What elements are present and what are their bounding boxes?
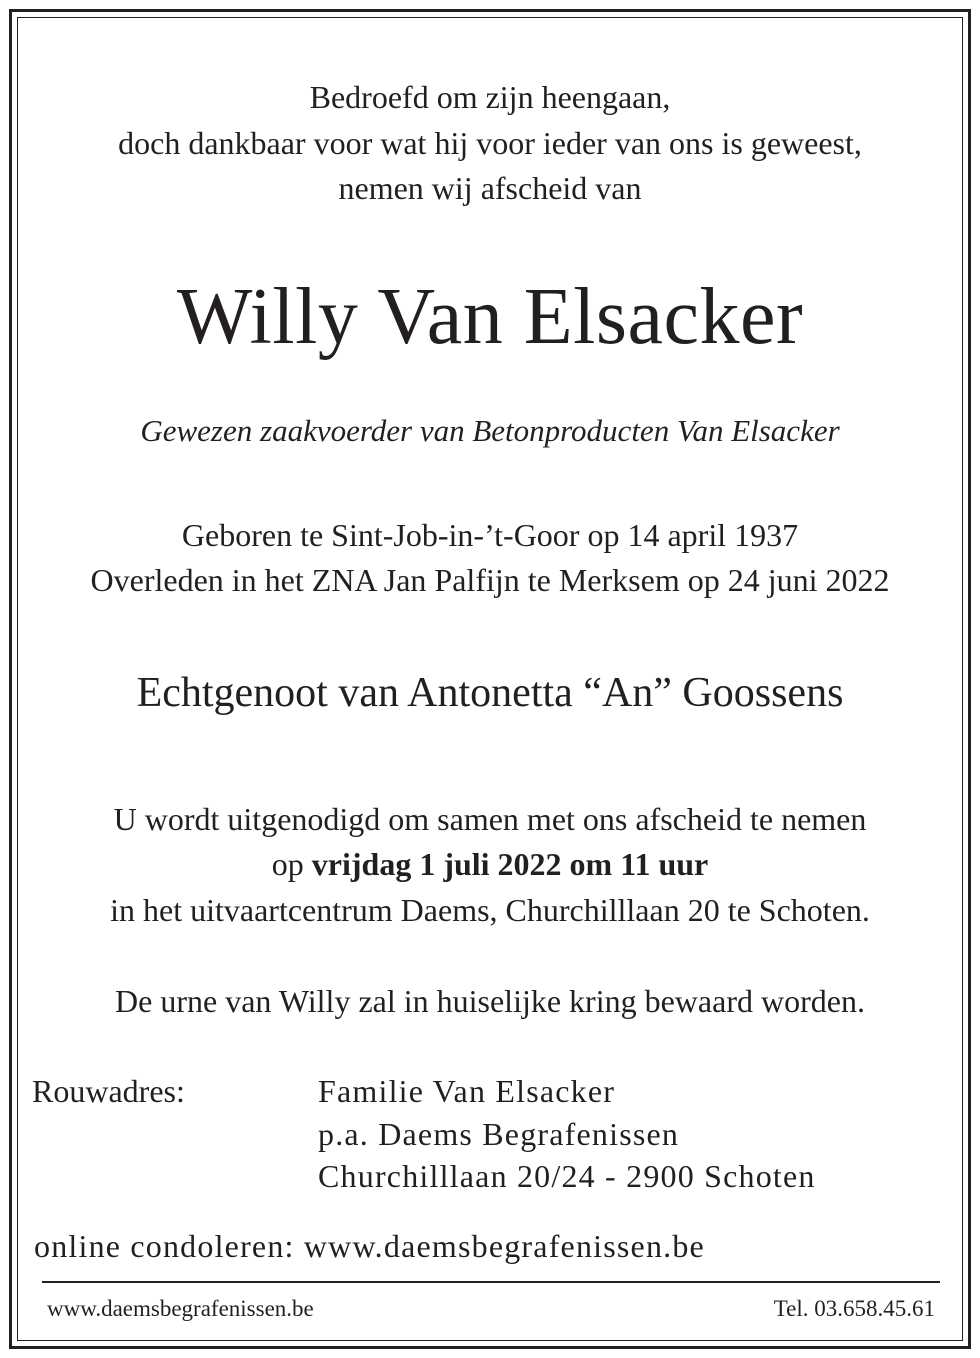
footer-divider bbox=[42, 1281, 940, 1283]
address-line-3: Churchilllaan 20/24 - 2900 Schoten bbox=[318, 1158, 816, 1194]
invitation-prefix: op bbox=[271, 846, 312, 882]
footer-website: www.daemsbegrafenissen.be bbox=[47, 1296, 314, 1321]
online-condolences: online condoleren: www.daemsbegrafenissen.be bbox=[34, 1228, 705, 1264]
death-line: Overleden in het ZNA Jan Palfijn te Merksem op 24 juni 2022 bbox=[90, 562, 890, 598]
address-label: Rouwadres: bbox=[32, 1073, 185, 1109]
ceremony-datetime: vrijdag 1 juli 2022 om 11 uur bbox=[311, 846, 709, 882]
spouse-line: Echtgenoot van Antonetta “An” Goossens bbox=[136, 670, 844, 716]
intro-line-2: doch dankbaar voor wat hij voor ieder van ons is geweest, bbox=[118, 125, 862, 161]
intro-line-1: Bedroefd om zijn heengaan, bbox=[309, 79, 671, 115]
intro-line-3: nemen wij afscheid van bbox=[338, 170, 642, 206]
invitation-line-3: in het uitvaartcentrum Daems, Churchilllaan 20 te Schoten. bbox=[110, 892, 870, 928]
address-line-1: Familie Van Elsacker bbox=[318, 1073, 616, 1109]
footer-phone: Tel. 03.658.45.61 bbox=[773, 1296, 935, 1321]
address-line-2: p.a. Daems Begrafenissen bbox=[318, 1116, 680, 1152]
deceased-name: Willy Van Elsacker bbox=[176, 273, 804, 361]
urn-notice: De urne van Willy zal in huiselijke kring bewaard worden. bbox=[115, 983, 865, 1019]
invitation-line-1: U wordt uitgenodigd om samen met ons afscheid te nemen bbox=[113, 801, 867, 837]
invitation-line-2 bbox=[0, 846, 980, 883]
occupation: Gewezen zaakvoerder van Betonproducten Van Elsacker bbox=[140, 413, 840, 448]
birth-line: Geboren te Sint-Job-in-’t-Goor op 14 april 1937 bbox=[181, 517, 799, 553]
